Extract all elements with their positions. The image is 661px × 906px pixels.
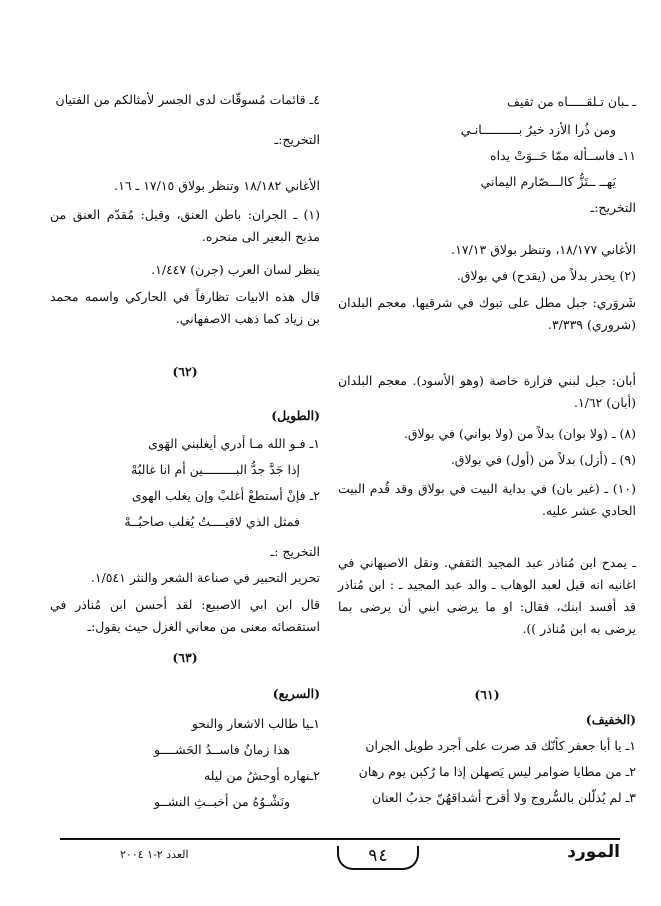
citation-line: تحرير التحبير في صناعة الشعر والنثر ١/٥٤١. [90, 570, 320, 585]
verse-line: إذا جَدَّ جدُّ البـــــــــين أم انا غالبُهْ [131, 462, 300, 477]
page-footer [60, 838, 620, 874]
poem-number: (٦١) [474, 687, 500, 702]
verse-line: ـ ـبان تـلقـــــاه من ثقيف [507, 94, 636, 109]
verse-line: ١ـ يا أبا جعفر كأنّك قد صرت على أجرد طويل الجران [365, 738, 636, 753]
verse-line: ومن ذُرا الأزد خيرُ بــــــــــانـي [460, 122, 616, 137]
citation-line: الأغاني ١٨/١٨٢ وتنظر بولاق ١٧/١٥ ـ ١٦. [114, 178, 320, 193]
verse-line: ٢ـ من مطايا ضوامر ليس يَصهلن إذا ما رُكبن يوم رهان [358, 764, 636, 779]
verse-line: يَهــ ــتَزُّ كالـــصّارم اليماني [480, 174, 616, 189]
verse-line: ونَشْـوُهُ من أخبــثِ النشــو [153, 794, 290, 809]
verse-line: ٤ـ قائمات مُسوقّات لدى الجسر لأمثالكم من الفتيان [55, 92, 320, 107]
verse-line: ٢ـ فإنْ أستطعْ أغلبْ وإن يغلب الهوى [131, 488, 320, 503]
citation-line: الأغاني ١٨/١٧٧، وتنظر بولاق ١٧/١٣. [451, 242, 636, 257]
note-paragraph: شَروَري: جبل مطل على تبوك في شرقيها. معجم البلدان (شروري) ٣/٣٣٩. [338, 295, 636, 332]
note-line: (٨) ـ (ولا بوان) بدلاً من (ولا بواني) في بولاق. [403, 426, 636, 441]
note-paragraph: أبان: جبل لبني فزارة خاصة (وهو الأسود). معجم البلدان (أبان) ١/٦٢. [338, 373, 636, 410]
verse-line: ١١ـ فاســأله ممّا حَــوَتْ يداه [490, 148, 636, 163]
verse-line: ١ـ فـو الله مـا أدري أيغلبني الهَوى [148, 436, 320, 451]
note-paragraph: (١) ـ الجران: باطن العنق، وقيل: مُقدّم العنق من مذبح البعير الى منحره. [50, 207, 320, 244]
verse-line: هذا زمانٌ فاســدُ الحَشــــو [153, 742, 290, 757]
citation-line: ينظر لسان العرب (جرن) ١/٤٤٧. [151, 262, 320, 277]
verse-line: ٣ـ لم يُذلّلن بالسُّروج ولا أقرح أشداقهُنّ جذبُ العنان [372, 790, 636, 805]
commentary-paragraph: قال هذه الابيات تظارفاً في الحاركي واسمه محمد بن زياد كما ذهب الاصفهاني. [50, 289, 320, 326]
note-line: (٩) ـ (أزل) بدلاً من (أول) في بولاق. [450, 452, 636, 467]
section-heading: التخريج:ـ [590, 200, 636, 215]
poem-number: (٦٣) [172, 650, 198, 665]
note-line: (٢) يحذر بدلاً من (يقدح) في بولاق. [456, 268, 636, 283]
meter-label: (الطويل) [271, 408, 320, 423]
meter-label: (الخفيف) [585, 712, 636, 727]
journal-logo: المورد [567, 842, 620, 862]
commentary-paragraph: قال ابن ابي الاصبيع: لقد أحسن ابن مُناذر في استقصائه معنى من معاني الغزل حيث يقول:ـ [50, 597, 320, 634]
verse-line: فمثل الذي لاقيــــتُ يُغلب صاحبُــهْ [124, 514, 300, 529]
note-paragraph: (١٠) ـ (غير بان) في بداية البيت في بولاق وقد قُدم البيت الحادي عشر عليه. [338, 481, 636, 518]
meter-label: (السريع) [272, 686, 320, 701]
section-heading: التخريج :ـ [270, 544, 320, 559]
issue-label: العدد ٢-١ ٢٠٠٤ [120, 848, 189, 861]
poem-number: (٦٢) [172, 364, 198, 379]
page-number: ٩٤ [337, 846, 419, 870]
verse-line: ١ـيا طالب الاشعار والنحو [191, 716, 320, 731]
verse-line: ٢ـنهاره أوحشُ من ليله [203, 768, 320, 783]
commentary-paragraph: ـ يمدح ابن مُناذر عبد المجيد الثقفي. ونقل الاصبهاني في اغانيه انه قيل لعبد الوهاب ـ والد عبد المجيد ـ : ابن مُناذر قد أفسد ابنك، فقال: او ما يرضى ابني أن يرضى بما يرضى به ابن مُناذر )). [338, 555, 636, 636]
section-heading: التخريج:ـ [274, 132, 320, 147]
